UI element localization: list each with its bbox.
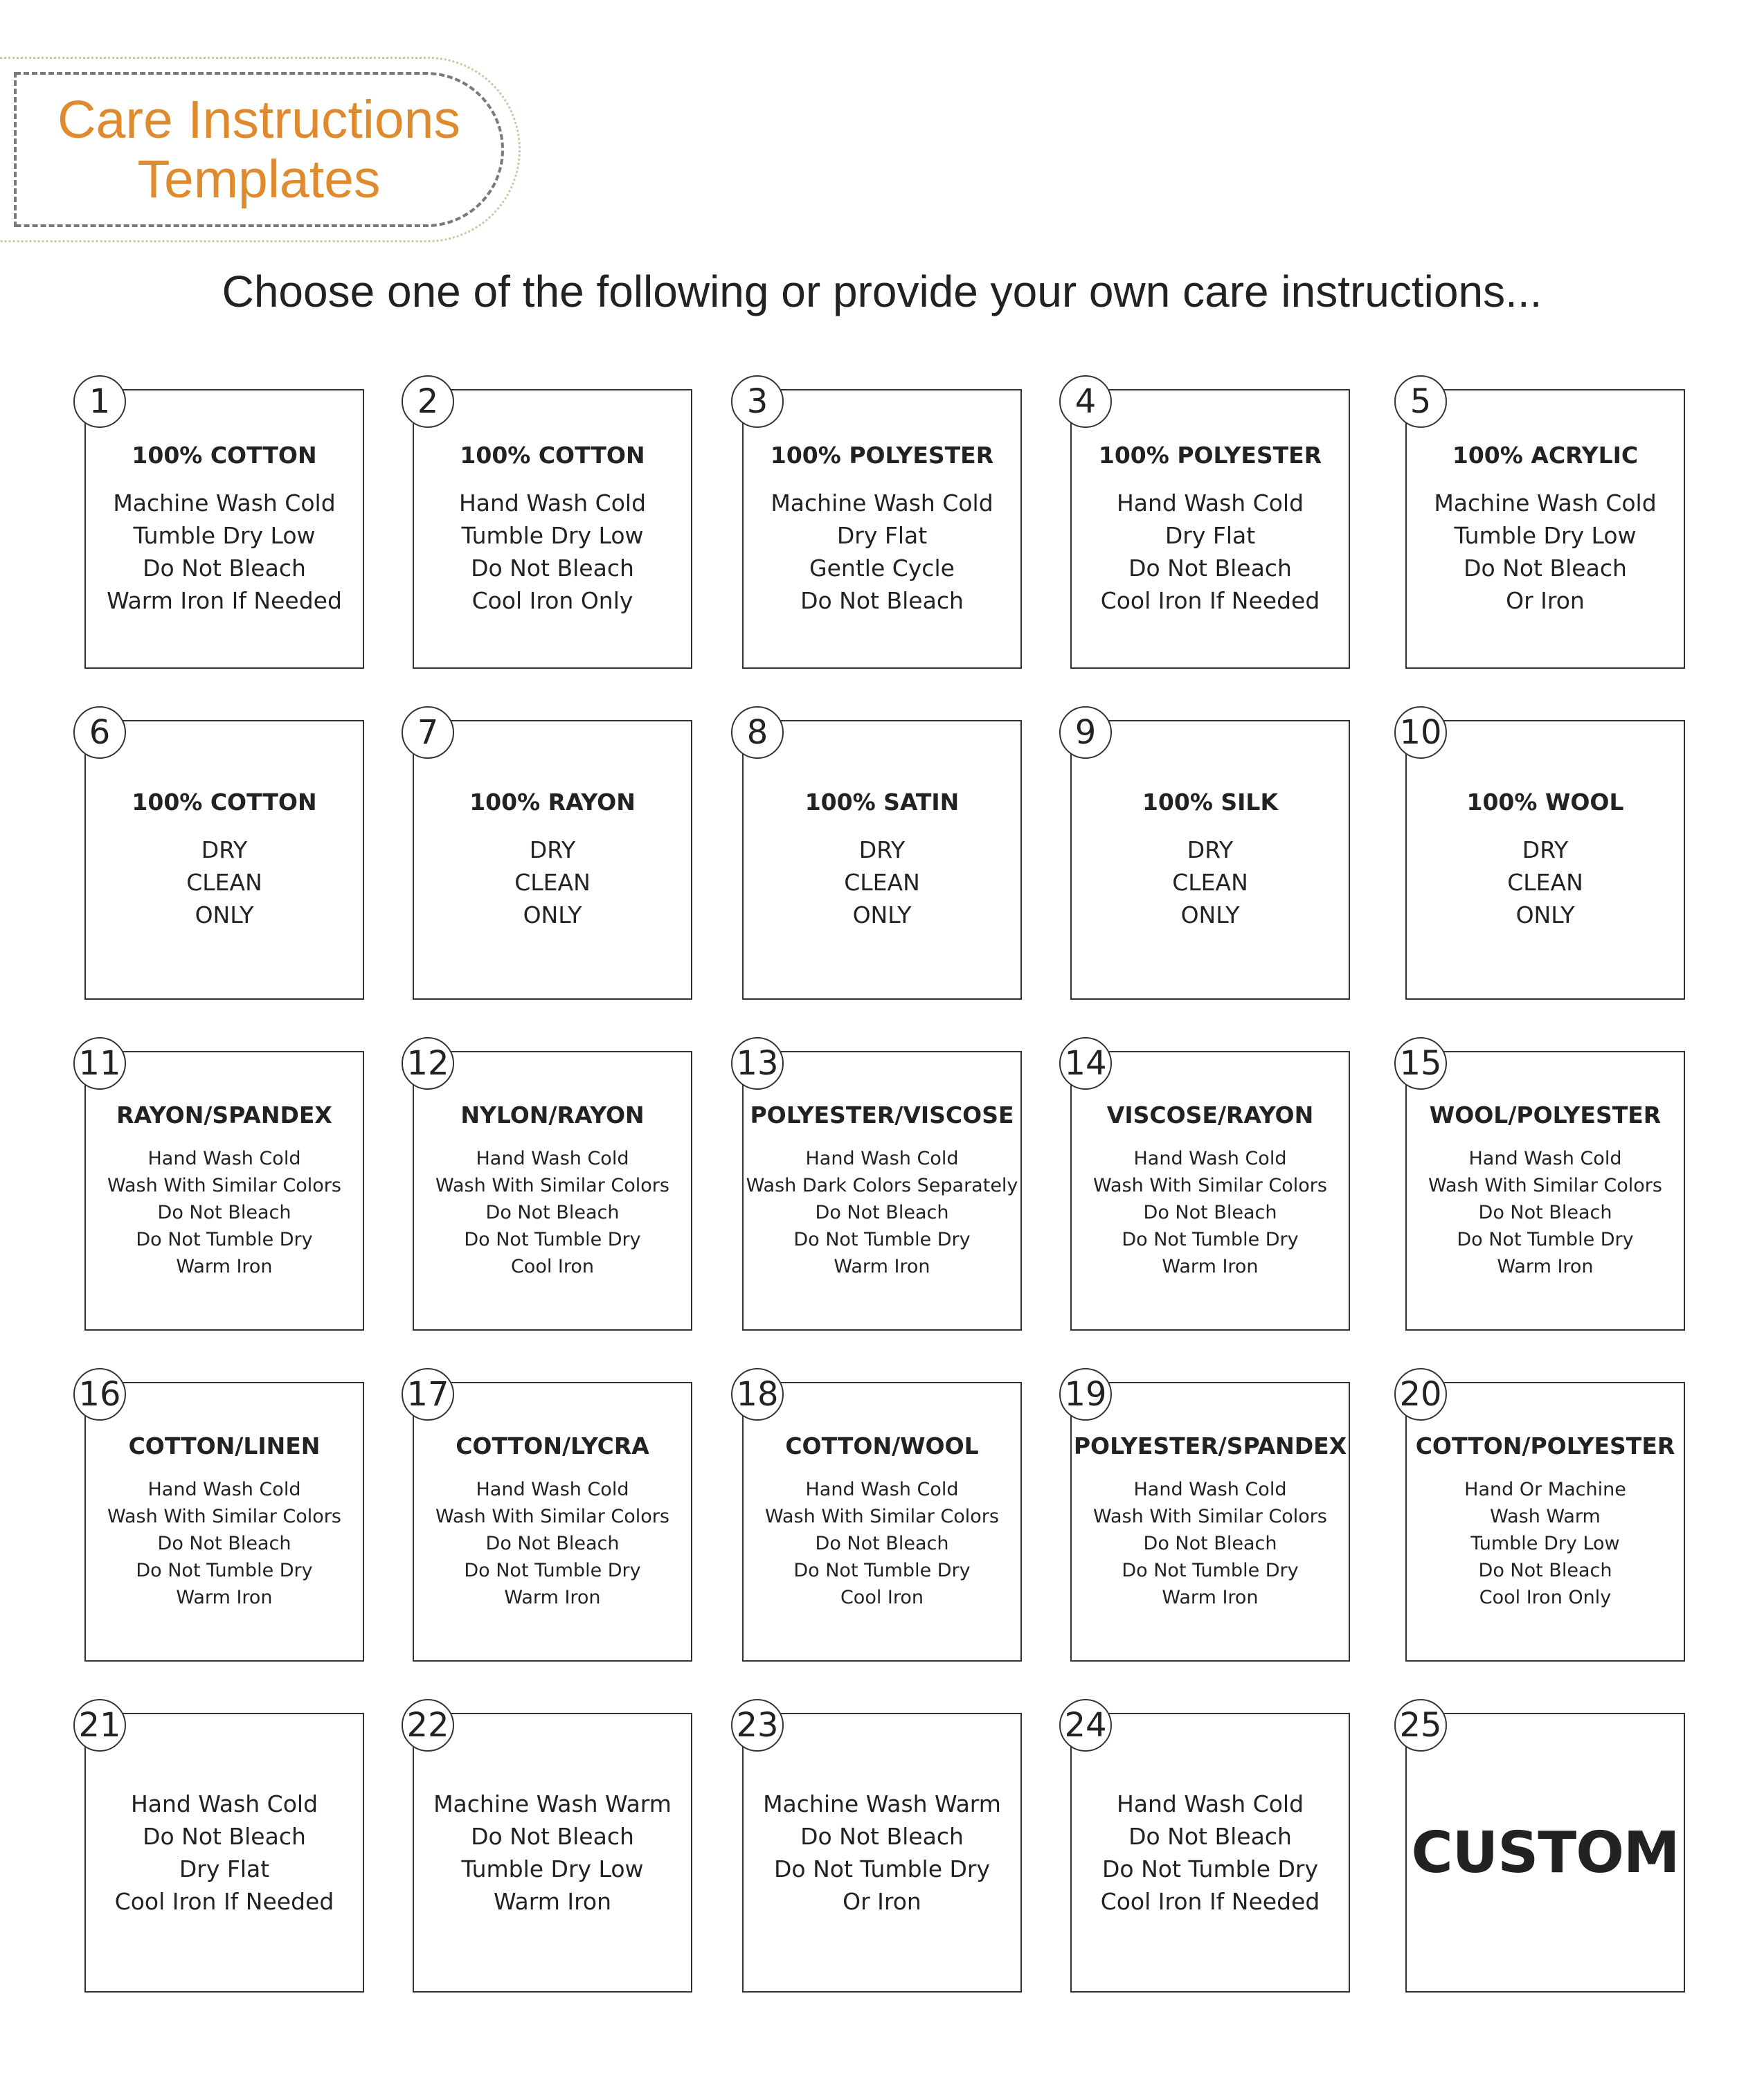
template-box <box>742 720 1022 1000</box>
care-instruction-line: Wash With Similar Colors <box>765 1506 999 1527</box>
care-instruction-line: Warm Iron <box>1162 1587 1259 1608</box>
fabric-label: 100% SILK <box>1142 789 1279 816</box>
care-instruction-line: Hand Wash Cold <box>805 1479 959 1500</box>
care-instruction-line: Do Not Tumble Dry <box>773 1855 991 1882</box>
template-card[interactable] <box>413 713 692 1000</box>
template-box <box>1405 1382 1685 1662</box>
care-instruction-line: Cool Iron If Needed <box>114 1888 334 1915</box>
template-number-badge: 16 <box>73 1368 126 1421</box>
care-instruction-line: Do Not Bleach <box>815 1202 949 1223</box>
template-card[interactable] <box>1064 1375 1350 1662</box>
care-instruction-line: ONLY <box>1515 901 1575 928</box>
care-instruction-line: Do Not Bleach <box>485 1533 620 1554</box>
care-instruction-line: Do Not Tumble Dry <box>793 1560 971 1581</box>
fabric-label: 100% ACRYLIC <box>1452 441 1639 469</box>
template-number-badge: 6 <box>73 706 126 759</box>
care-instruction-line: CLEAN <box>1172 869 1248 896</box>
template-number-badge: 15 <box>1394 1037 1447 1090</box>
template-box <box>1405 1051 1685 1331</box>
fabric-label: 100% WOOL <box>1466 789 1624 816</box>
care-instruction-line: Hand Wash Cold <box>1116 489 1304 516</box>
care-instruction-line: Wash With Similar Colors <box>435 1175 669 1196</box>
care-instruction-line: Do Not Bleach <box>800 1823 964 1850</box>
care-instruction-line: ONLY <box>852 901 912 928</box>
care-instruction-line: Cool Iron <box>840 1587 924 1608</box>
template-number-badge: 5 <box>1394 375 1447 428</box>
care-instruction-line: Tumble Dry Low <box>461 521 644 549</box>
fabric-label: POLYESTER/VISCOSE <box>750 1102 1014 1129</box>
template-card[interactable] <box>1070 382 1350 669</box>
care-instruction-line: Dry Flat <box>836 521 928 549</box>
fabric-label: COTTON/WOOL <box>785 1432 979 1459</box>
template-box <box>1405 389 1685 669</box>
template-number-badge: 23 <box>731 1699 784 1752</box>
care-instruction-line: Wash Dark Colors Separately <box>746 1175 1018 1196</box>
template-card[interactable] <box>736 1044 1022 1331</box>
care-instruction-line: Warm Iron <box>1162 1256 1259 1277</box>
fabric-label: COTTON/LYCRA <box>456 1432 649 1459</box>
template-card[interactable] <box>406 1044 692 1331</box>
template-box <box>742 1051 1022 1331</box>
care-instruction-line: Hand Wash Cold <box>1116 1790 1304 1817</box>
care-instruction-line: Do Not Bleach <box>157 1202 291 1223</box>
fabric-label: 100% SATIN <box>804 789 960 816</box>
care-instruction-line: Hand Wash Cold <box>805 1148 959 1169</box>
template-card[interactable] <box>1064 1706 1350 1993</box>
care-instruction-line: Machine Wash Cold <box>771 489 993 516</box>
template-number-badge: 14 <box>1059 1037 1112 1090</box>
template-number-badge: 20 <box>1394 1368 1447 1421</box>
care-instruction-line: Wash With Similar Colors <box>1093 1506 1327 1527</box>
care-instruction-line: Wash With Similar Colors <box>107 1175 341 1196</box>
care-instruction-line: Hand Wash Cold <box>476 1479 629 1500</box>
template-card[interactable] <box>413 382 692 669</box>
care-instruction-line: Dry Flat <box>179 1855 270 1882</box>
template-number-badge: 7 <box>402 706 454 759</box>
template-box <box>413 1382 692 1662</box>
care-instruction-line: Wash With Similar Colors <box>1093 1175 1327 1196</box>
template-number-badge: 18 <box>731 1368 784 1421</box>
care-instruction-line: Warm Iron <box>493 1888 612 1915</box>
care-instruction-line: Do Not Bleach <box>143 554 306 582</box>
care-instruction-line: Cool Iron <box>510 1256 595 1277</box>
template-box <box>413 1713 692 1993</box>
fabric-label: 100% POLYESTER <box>770 441 994 469</box>
template-box <box>413 1051 692 1331</box>
care-instruction-line: ONLY <box>195 901 254 928</box>
template-number-badge: 25 <box>1394 1699 1447 1752</box>
fabric-label: NYLON/RAYON <box>460 1102 645 1129</box>
care-instruction-line: ONLY <box>1180 901 1240 928</box>
template-box <box>413 720 692 1000</box>
care-instruction-line: Do Not Tumble Dry <box>464 1560 641 1581</box>
page-subtitle: Choose one of the following or provide your own care instructions... <box>222 267 1542 316</box>
template-number-badge: 24 <box>1059 1699 1112 1752</box>
care-instruction-line: Warm Iron <box>834 1256 930 1277</box>
care-instruction-line: Tumble Dry Low <box>1454 521 1637 549</box>
fabric-label: VISCOSE/RAYON <box>1106 1102 1314 1129</box>
template-card[interactable] <box>406 1375 692 1662</box>
care-instruction-line: Cool Iron If Needed <box>1100 586 1320 614</box>
care-instruction-line: DRY <box>858 836 906 863</box>
template-box <box>742 389 1022 669</box>
care-instruction-line: Hand Wash Cold <box>1133 1479 1287 1500</box>
template-card[interactable] <box>742 382 1022 669</box>
care-instruction-line: Do Not Bleach <box>800 586 964 614</box>
template-box <box>84 1713 364 1993</box>
template-box <box>1405 1713 1685 1993</box>
care-instruction-line: Cool Iron If Needed <box>1100 1888 1320 1915</box>
care-instruction-line: ONLY <box>523 901 582 928</box>
template-number-badge: 17 <box>402 1368 454 1421</box>
care-instruction-line: Do Not Bleach <box>1478 1202 1612 1223</box>
template-box <box>742 1713 1022 1993</box>
care-instruction-line: Do Not Bleach <box>1478 1560 1612 1581</box>
care-instruction-line: Wash With Similar Colors <box>1428 1175 1662 1196</box>
template-box <box>84 1382 364 1662</box>
care-instruction-line: Tumble Dry Low <box>461 1855 644 1882</box>
care-instruction-line: Warm Iron <box>504 1587 601 1608</box>
care-instruction-line: Or Iron <box>1506 586 1585 614</box>
care-instruction-line: Do Not Bleach <box>815 1533 949 1554</box>
care-instruction-line: Do Not Bleach <box>471 1823 634 1850</box>
care-instruction-line: Do Not Bleach <box>1143 1533 1277 1554</box>
care-instruction-line: Do Not Tumble Dry <box>1122 1229 1299 1250</box>
care-instruction-line: Do Not Bleach <box>1128 1823 1292 1850</box>
template-number-badge: 11 <box>73 1037 126 1090</box>
care-instruction-line: CLEAN <box>844 869 920 896</box>
fabric-label: 100% RAYON <box>469 789 636 816</box>
template-card[interactable] <box>1399 1706 1685 1993</box>
care-instruction-line: Warm Iron <box>1497 1256 1594 1277</box>
template-box <box>413 389 692 669</box>
template-box <box>84 1051 364 1331</box>
template-card[interactable] <box>1064 1044 1350 1331</box>
care-instruction-line: CLEAN <box>1507 869 1583 896</box>
template-card[interactable] <box>84 382 364 669</box>
care-instruction-line: Cool Iron Only <box>471 586 633 614</box>
fabric-label: 100% COTTON <box>460 441 645 469</box>
fabric-label: 100% COTTON <box>132 789 317 816</box>
care-instruction-line: Hand Wash Cold <box>1133 1148 1287 1169</box>
care-instruction-line: Do Not Tumble Dry <box>136 1560 313 1581</box>
care-instruction-line: Do Not Bleach <box>471 554 634 582</box>
care-instruction-line: Machine Wash Cold <box>113 489 336 516</box>
care-instruction-line: Wash Warm <box>1490 1506 1601 1527</box>
template-number-badge: 2 <box>402 375 454 428</box>
care-instruction-line: DRY <box>529 836 576 863</box>
care-instruction-line: Do Not Bleach <box>1128 554 1292 582</box>
template-card[interactable] <box>1405 382 1685 669</box>
template-card[interactable] <box>736 1706 1022 1993</box>
care-instruction-line: Do Not Bleach <box>485 1202 620 1223</box>
care-instruction-line: Wash With Similar Colors <box>107 1506 341 1527</box>
template-number-badge: 3 <box>731 375 784 428</box>
care-instruction-line: Dry Flat <box>1164 521 1256 549</box>
template-box <box>84 720 364 1000</box>
template-card[interactable] <box>84 713 364 1000</box>
care-instruction-line: DRY <box>1522 836 1569 863</box>
care-instruction-line: Hand Wash Cold <box>458 489 647 516</box>
template-box <box>1070 1713 1350 1993</box>
care-instruction-line: Or Iron <box>843 1888 921 1915</box>
care-instruction-line: CLEAN <box>186 869 262 896</box>
template-card[interactable] <box>1070 713 1350 1000</box>
care-instruction-line: Machine Wash Cold <box>1434 489 1657 516</box>
template-number-badge: 21 <box>73 1699 126 1752</box>
template-card[interactable] <box>1399 713 1685 1000</box>
fabric-label: RAYON/SPANDEX <box>116 1102 332 1129</box>
template-card[interactable] <box>78 1706 364 1993</box>
template-number-badge: 22 <box>402 1699 454 1752</box>
care-instruction-line: Hand Or Machine <box>1464 1479 1626 1500</box>
care-instruction-line: Hand Wash Cold <box>130 1790 318 1817</box>
care-instruction-line: DRY <box>1187 836 1234 863</box>
care-instruction-line: Do Not Tumble Dry <box>136 1229 313 1250</box>
care-instruction-line: Do Not Tumble Dry <box>1457 1229 1634 1250</box>
template-box <box>1405 720 1685 1000</box>
fabric-label: COTTON/POLYESTER <box>1415 1432 1675 1459</box>
care-instruction-line: Hand Wash Cold <box>1468 1148 1622 1169</box>
care-instruction-line: Cool Iron Only <box>1479 1587 1612 1608</box>
care-instruction-line: Do Not Tumble Dry <box>793 1229 971 1250</box>
care-instruction-line: Do Not Bleach <box>157 1533 291 1554</box>
template-box <box>1070 1051 1350 1331</box>
care-instruction-line: Do Not Tumble Dry <box>464 1229 641 1250</box>
care-instruction-line: Wash With Similar Colors <box>435 1506 669 1527</box>
care-instruction-line: Machine Wash Warm <box>763 1790 1001 1817</box>
template-box <box>1070 720 1350 1000</box>
template-card[interactable] <box>1399 1044 1685 1331</box>
care-instruction-line: Machine Wash Warm <box>433 1790 672 1817</box>
care-instruction-line: Do Not Tumble Dry <box>1122 1560 1299 1581</box>
template-box <box>742 1382 1022 1662</box>
care-instruction-line: Tumble Dry Low <box>133 521 316 549</box>
care-instruction-line: Warm Iron <box>176 1587 273 1608</box>
care-instruction-line: Warm Iron If Needed <box>107 586 342 614</box>
template-number-badge: 1 <box>73 375 126 428</box>
template-box <box>84 389 364 669</box>
template-card[interactable] <box>78 1044 364 1331</box>
care-instruction-line: Tumble Dry Low <box>1470 1533 1620 1554</box>
template-number-badge: 12 <box>402 1037 454 1090</box>
care-instruction-line: Warm Iron <box>176 1256 273 1277</box>
template-card[interactable] <box>406 1706 692 1993</box>
fabric-label: COTTON/LINEN <box>128 1432 321 1459</box>
care-instruction-line: CLEAN <box>514 869 591 896</box>
care-instruction-line: Do Not Bleach <box>1143 1202 1277 1223</box>
care-instruction-line: Hand Wash Cold <box>147 1479 301 1500</box>
fabric-label: 100% COTTON <box>132 441 317 469</box>
care-instruction-line: Do Not Bleach <box>1464 554 1627 582</box>
template-number-badge: 4 <box>1059 375 1112 428</box>
care-instruction-line: Hand Wash Cold <box>476 1148 629 1169</box>
care-instruction-line: Gentle Cycle <box>809 554 955 582</box>
template-number-badge: 8 <box>731 706 784 759</box>
page-title-line1: Care Instructions <box>57 90 460 150</box>
template-number-badge: 13 <box>731 1037 784 1090</box>
care-instruction-line: Do Not Bleach <box>143 1823 306 1850</box>
care-instruction-line: Hand Wash Cold <box>147 1148 301 1169</box>
page-title-line2: Templates <box>137 150 381 209</box>
template-card[interactable] <box>742 713 1022 1000</box>
fabric-label: WOOL/POLYESTER <box>1429 1102 1662 1129</box>
template-number-badge: 19 <box>1059 1368 1112 1421</box>
custom-label: CUSTOM <box>1411 1819 1680 1886</box>
template-number-badge: 9 <box>1059 706 1112 759</box>
care-instruction-line: DRY <box>201 836 248 863</box>
template-card[interactable] <box>736 1375 1022 1662</box>
fabric-label: 100% POLYESTER <box>1098 441 1322 469</box>
template-box <box>1070 389 1350 669</box>
template-number-badge: 10 <box>1394 706 1447 759</box>
template-card[interactable] <box>1399 1375 1685 1662</box>
fabric-label: POLYESTER/SPANDEX <box>1073 1432 1347 1459</box>
template-box <box>1070 1382 1350 1662</box>
template-card[interactable] <box>78 1375 364 1662</box>
care-instruction-line: Do Not Tumble Dry <box>1101 1855 1319 1882</box>
